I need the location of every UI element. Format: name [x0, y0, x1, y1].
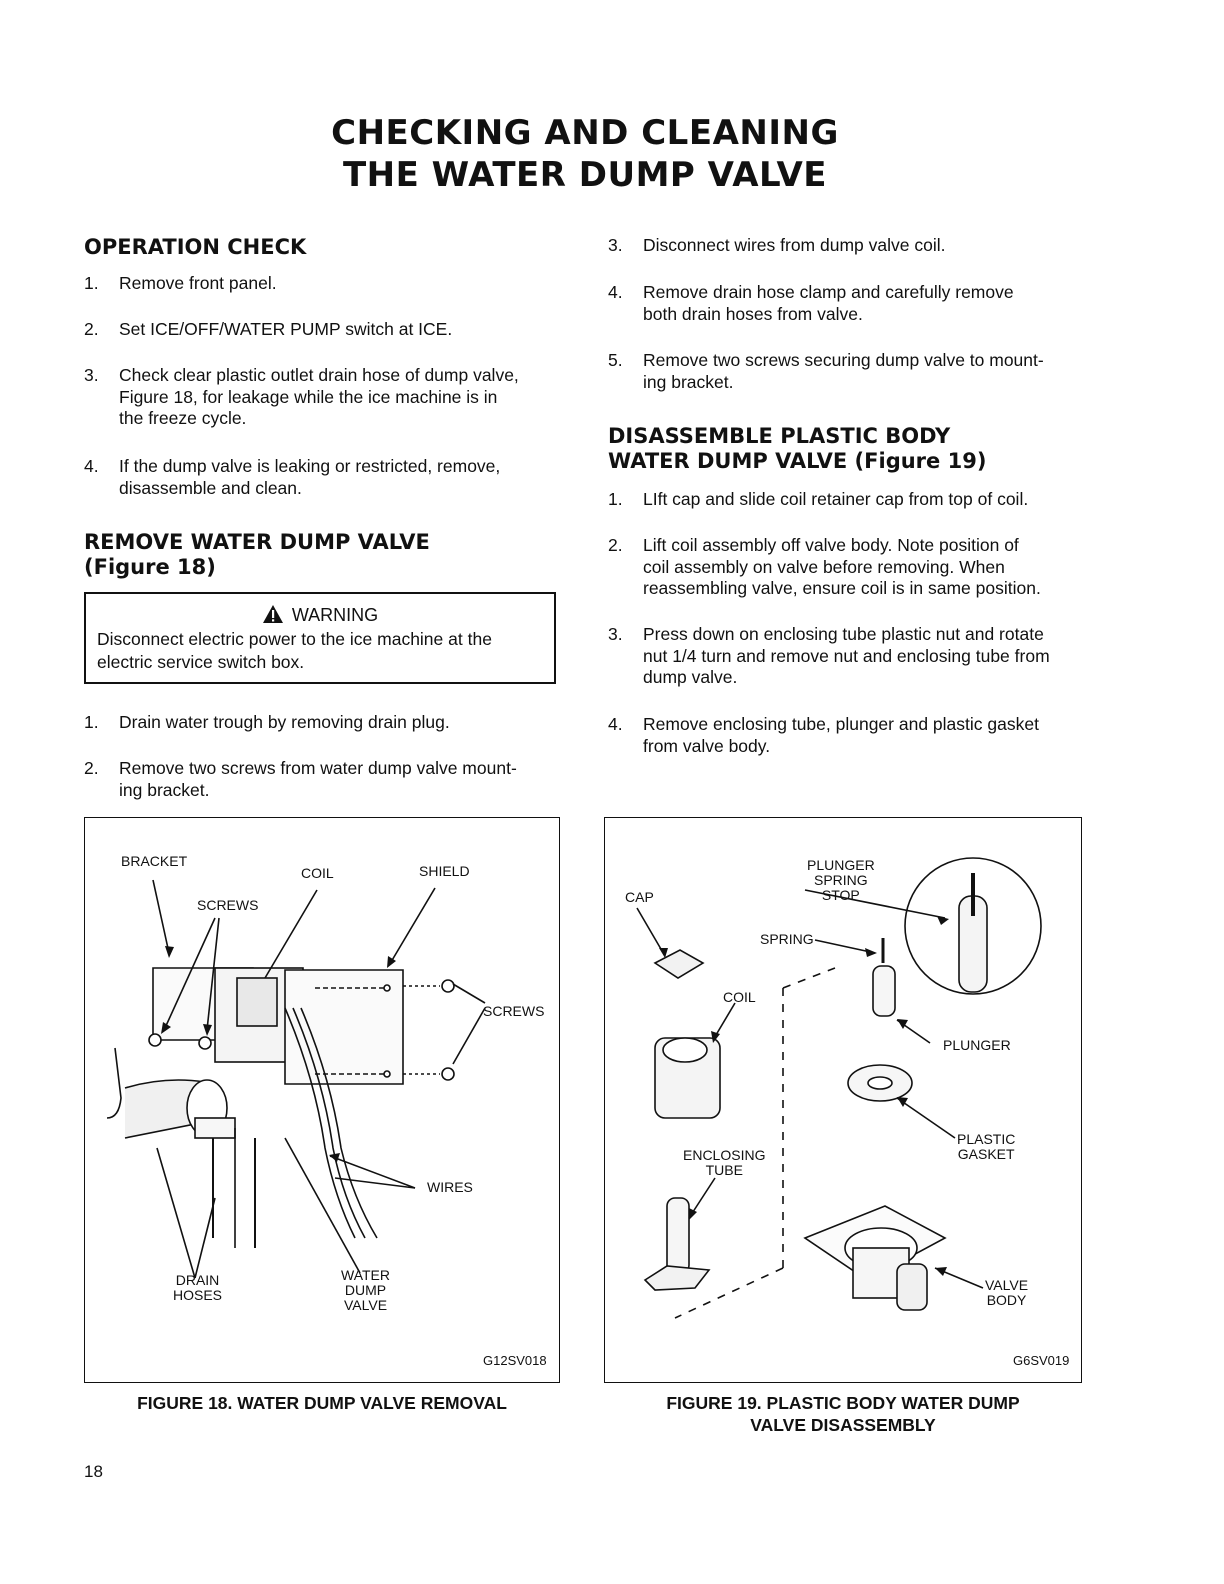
step-line: nut 1/4 turn and remove nut and enclosing tube from [643, 645, 1050, 666]
label-plastic-gasket [957, 1132, 1015, 1162]
label-line: TUBE [705, 1162, 743, 1178]
step-line: If the dump valve is leaking or restricted, remove, [119, 456, 501, 476]
label-water-dump-valve [341, 1268, 390, 1313]
step-line: Remove two screws from water dump valve mount- [119, 758, 517, 778]
step-line: both drain hoses from valve. [643, 303, 863, 324]
label-coil: COIL [301, 865, 334, 881]
step-text [119, 758, 559, 801]
step-line: Check clear plastic outlet drain hose of dump valve, [119, 365, 519, 385]
step-text [119, 456, 559, 499]
label-plunger-spring-stop [807, 858, 875, 903]
warning-triangle-icon [262, 604, 284, 624]
step-number: 5. [608, 350, 623, 370]
label-line: PLUNGER [807, 857, 875, 873]
step-line: dump valve. [643, 667, 738, 687]
label-drain-hoses [173, 1273, 222, 1303]
step-number: 3. [608, 624, 623, 644]
label-line: SPRING [814, 872, 868, 888]
heading-line: DISASSEMBLE PLASTIC BODY [608, 424, 951, 448]
label-line: STOP [821, 887, 860, 903]
label-line: BODY [986, 1292, 1027, 1308]
figure-18-code: G12SV018 [483, 1353, 547, 1368]
step-text [643, 714, 1088, 757]
step-number: 2. [84, 319, 99, 339]
label-line: PLASTIC [957, 1131, 1016, 1147]
label-line: WATER [341, 1267, 390, 1283]
step-line: Figure 18, for leakage while the ice machine is in [119, 386, 498, 407]
step-line: from valve body. [643, 735, 771, 756]
remove-valve-heading [84, 530, 430, 580]
label-spring: SPRING [760, 931, 814, 947]
caption-line: FIGURE 19. PLASTIC BODY WATER DUMP [666, 1393, 1020, 1413]
step-number: 2. [608, 535, 623, 555]
figure-18 [84, 817, 560, 1383]
label-wires: WIRES [427, 1179, 473, 1195]
warning-header [86, 604, 554, 626]
label-line: GASKET [957, 1146, 1015, 1162]
step-number: 1. [84, 712, 99, 732]
label-plunger: PLUNGER [943, 1037, 1011, 1053]
step-number: 1. [608, 489, 623, 509]
step-line: reassembling valve, ensure coil is in same position. [643, 578, 1041, 598]
operation-check-heading: OPERATION CHECK [84, 235, 307, 259]
label-line: DRAIN [175, 1272, 220, 1288]
step-line: ing bracket. [643, 371, 734, 392]
step-line: Press down on enclosing tube plastic nut and rotate [643, 624, 1044, 644]
step-line: Lift coil assembly off valve body. Note position of [643, 535, 1019, 555]
step-line: Remove drain hose clamp and carefully remove [643, 282, 1014, 302]
label-bracket: BRACKET [121, 853, 188, 869]
figure-18-drawing [85, 818, 561, 1384]
warning-text [97, 628, 547, 674]
label-cap: CAP [625, 889, 654, 905]
step-number: 4. [608, 282, 623, 302]
figure-19-code: G6SV019 [1013, 1353, 1070, 1368]
label-line: DUMP [344, 1282, 387, 1298]
step-text: Set ICE/OFF/WATER PUMP switch at ICE. [119, 319, 453, 339]
title-line-2: THE WATER DUMP VALVE [342, 155, 828, 195]
step-line: Remove two screws securing dump valve to mount- [643, 350, 1044, 370]
figure-18-caption: FIGURE 18. WATER DUMP VALVE REMOVAL [137, 1393, 507, 1413]
step-number: 2. [84, 758, 99, 778]
step-text [643, 282, 1088, 325]
step-text: Remove front panel. [119, 273, 277, 293]
step-text: Drain water trough by removing drain plug. [119, 712, 450, 732]
title-line-1: CHECKING AND CLEANING [331, 113, 839, 153]
label-line: HOSES [173, 1287, 223, 1303]
warning-box [84, 592, 556, 684]
step-text [643, 624, 1088, 689]
step-text: Disconnect wires from dump valve coil. [643, 235, 946, 255]
label-screws-right: SCREWS [483, 1003, 545, 1019]
page-number: 18 [84, 1462, 103, 1481]
heading-line: REMOVE WATER DUMP VALVE [84, 530, 430, 554]
label-line: VALVE [985, 1277, 1029, 1293]
label-enclosing-tube [683, 1148, 765, 1178]
page-title [0, 112, 1170, 196]
step-number: 4. [84, 456, 99, 476]
heading-line: (Figure 18) [84, 555, 216, 579]
warning-label: WARNING [291, 605, 379, 625]
step-line: disassemble and clean. [119, 477, 302, 498]
figure-19 [604, 817, 1082, 1383]
label-valve-body [985, 1278, 1028, 1308]
step-line: the freeze cycle. [119, 408, 247, 428]
step-text [643, 350, 1088, 393]
warning-line: Disconnect electric power to the ice machine at the [97, 629, 492, 649]
figure-19-caption [604, 1392, 1082, 1436]
label-coil: COIL [723, 989, 756, 1005]
step-line: ing bracket. [119, 779, 210, 800]
step-text: LIft cap and slide coil retainer cap from top of coil. [643, 489, 1029, 509]
step-number: 3. [608, 235, 623, 255]
step-line: coil assembly on valve before removing. When [643, 556, 1005, 577]
warning-line: electric service switch box. [97, 652, 305, 672]
label-line: ENCLOSING [683, 1147, 766, 1163]
step-text [119, 365, 559, 430]
caption-line: VALVE DISASSEMBLY [750, 1415, 936, 1435]
step-number: 3. [84, 365, 99, 385]
op-step-3 [84, 365, 559, 431]
step-line: Remove enclosing tube, plunger and plastic gasket [643, 714, 1039, 734]
step-text [643, 535, 1088, 600]
step-number: 4. [608, 714, 623, 734]
label-screws-left: SCREWS [197, 897, 259, 913]
heading-line: WATER DUMP VALVE (Figure 19) [608, 449, 987, 473]
label-shield: SHIELD [419, 863, 470, 879]
step-number: 1. [84, 273, 99, 293]
label-line: VALVE [343, 1297, 388, 1313]
disassemble-heading [608, 424, 986, 474]
